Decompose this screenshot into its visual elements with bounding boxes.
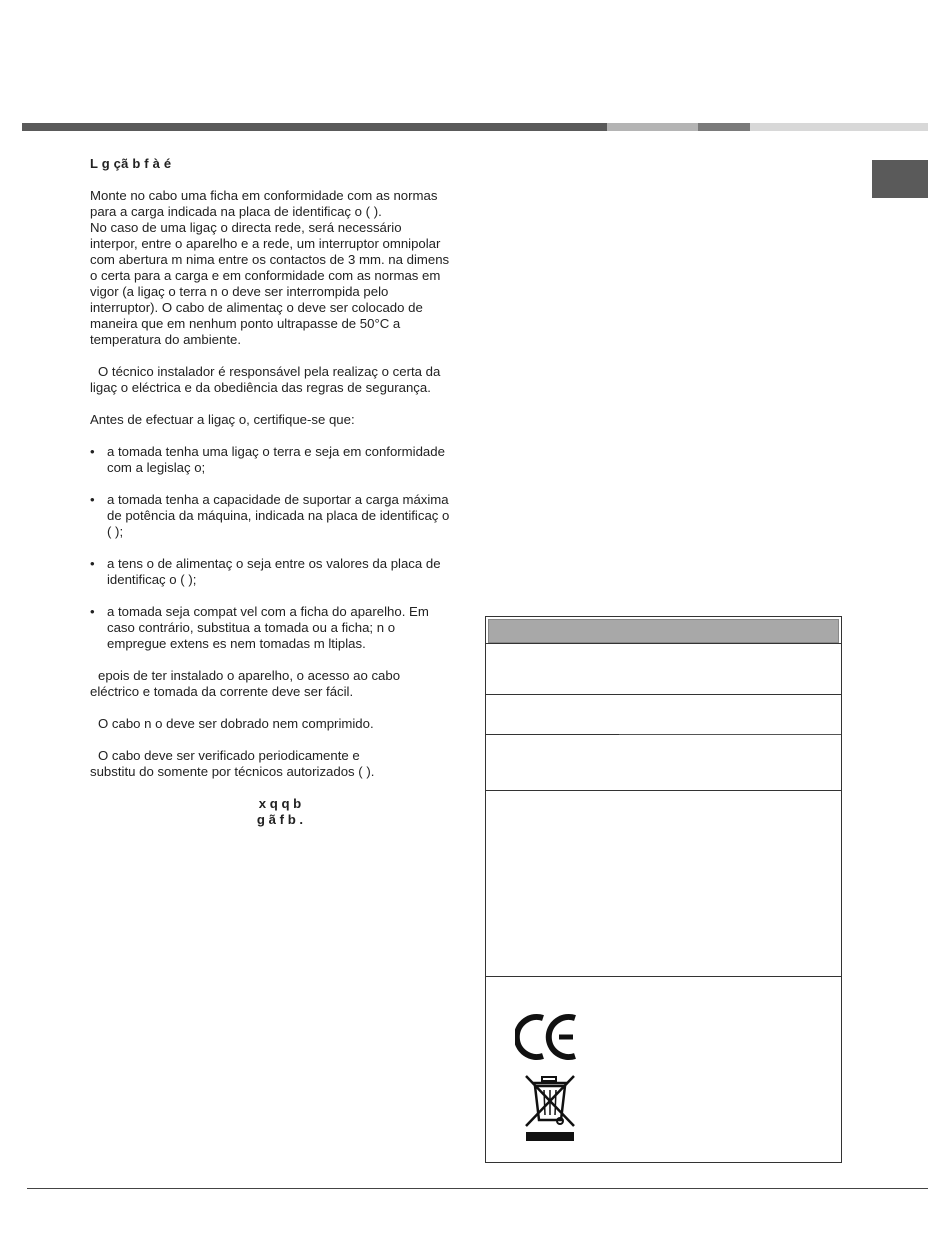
paragraph-installer: O técnico instalador é responsável pela realizaç o certa da ligaç o eléctrica e da obediência das regras de segurança. — [90, 364, 441, 395]
list-item: • a tens o de alimentaç o seja entre os valores da placa de identificaç o ( ); — [90, 556, 450, 588]
table-divider — [486, 734, 619, 735]
list-item: • a tomada tenha uma ligaç o terra e seja em conformidade com a legislaç o; — [90, 444, 450, 476]
table-divider — [619, 734, 841, 735]
table-divider — [486, 694, 841, 695]
paragraph-access: epois de ter instalado o aparelho, o acesso ao cabo eléctrico e tomada da corrente deve ser fácil. — [90, 668, 401, 699]
paragraph-before-connecting: Antes de efectuar a ligaç o, certifique-se que: — [90, 412, 355, 427]
header-bar-dark — [22, 123, 607, 131]
paragraph-plug: Monte no cabo uma ficha em conformidade com as normas para a carga indicada na placa de identificaç o ( ). — [90, 188, 438, 219]
text-column — [90, 156, 450, 828]
table-header — [488, 619, 839, 643]
ce-mark-icon — [515, 1012, 579, 1062]
warning-line-1: x q q b — [258, 796, 302, 811]
warning-line-2: g ã f b . — [256, 812, 304, 827]
header-bar-light — [750, 123, 928, 131]
table-divider — [619, 790, 841, 791]
paragraph-cable-check: O cabo deve ser verificado periodicamente e substitu do somente por técnicos autorizados ( ). — [90, 748, 375, 779]
paragraph-direct-connection: No caso de uma ligaç o directa rede, será necessário interpor, entre o aparelho e a rede, um interruptor omnipolar com abertura m nima entre os contactos de 3 mm. na dimens o certa para a carga e em conformidade com as normas em vigor (a ligaç o terra n o deve ser interrompida pelo interruptor). O cabo de alimentaç o deve ser colocado de maneira que em nenhum ponto ultrapasse de 50°C a temperatura do ambiente. — [90, 220, 450, 347]
header-bar-accent — [698, 123, 750, 131]
section-title: L g çã b f à é — [90, 156, 172, 171]
table-divider — [486, 790, 619, 791]
list-item: • a tomada tenha a capacidade de suportar a carga máxima de potência da máquina, indicada na placa de identificaç o ( ); — [90, 492, 450, 540]
footer-rule — [27, 1188, 928, 1189]
crossed-bin-icon — [524, 1074, 576, 1144]
language-tab-marker — [872, 160, 928, 198]
table-divider — [486, 643, 841, 644]
checklist — [90, 444, 450, 652]
list-item: • a tomada seja compat vel com a ficha do aparelho. Em caso contrário, substitua a tomada ou a ficha; n o empregue extens es nem tomadas m ltiplas. — [90, 604, 450, 652]
header-bar-mid — [607, 123, 698, 131]
table-divider — [486, 976, 841, 977]
paragraph-cable-bend: O cabo n o deve ser dobrado nem comprimido. — [98, 716, 374, 731]
